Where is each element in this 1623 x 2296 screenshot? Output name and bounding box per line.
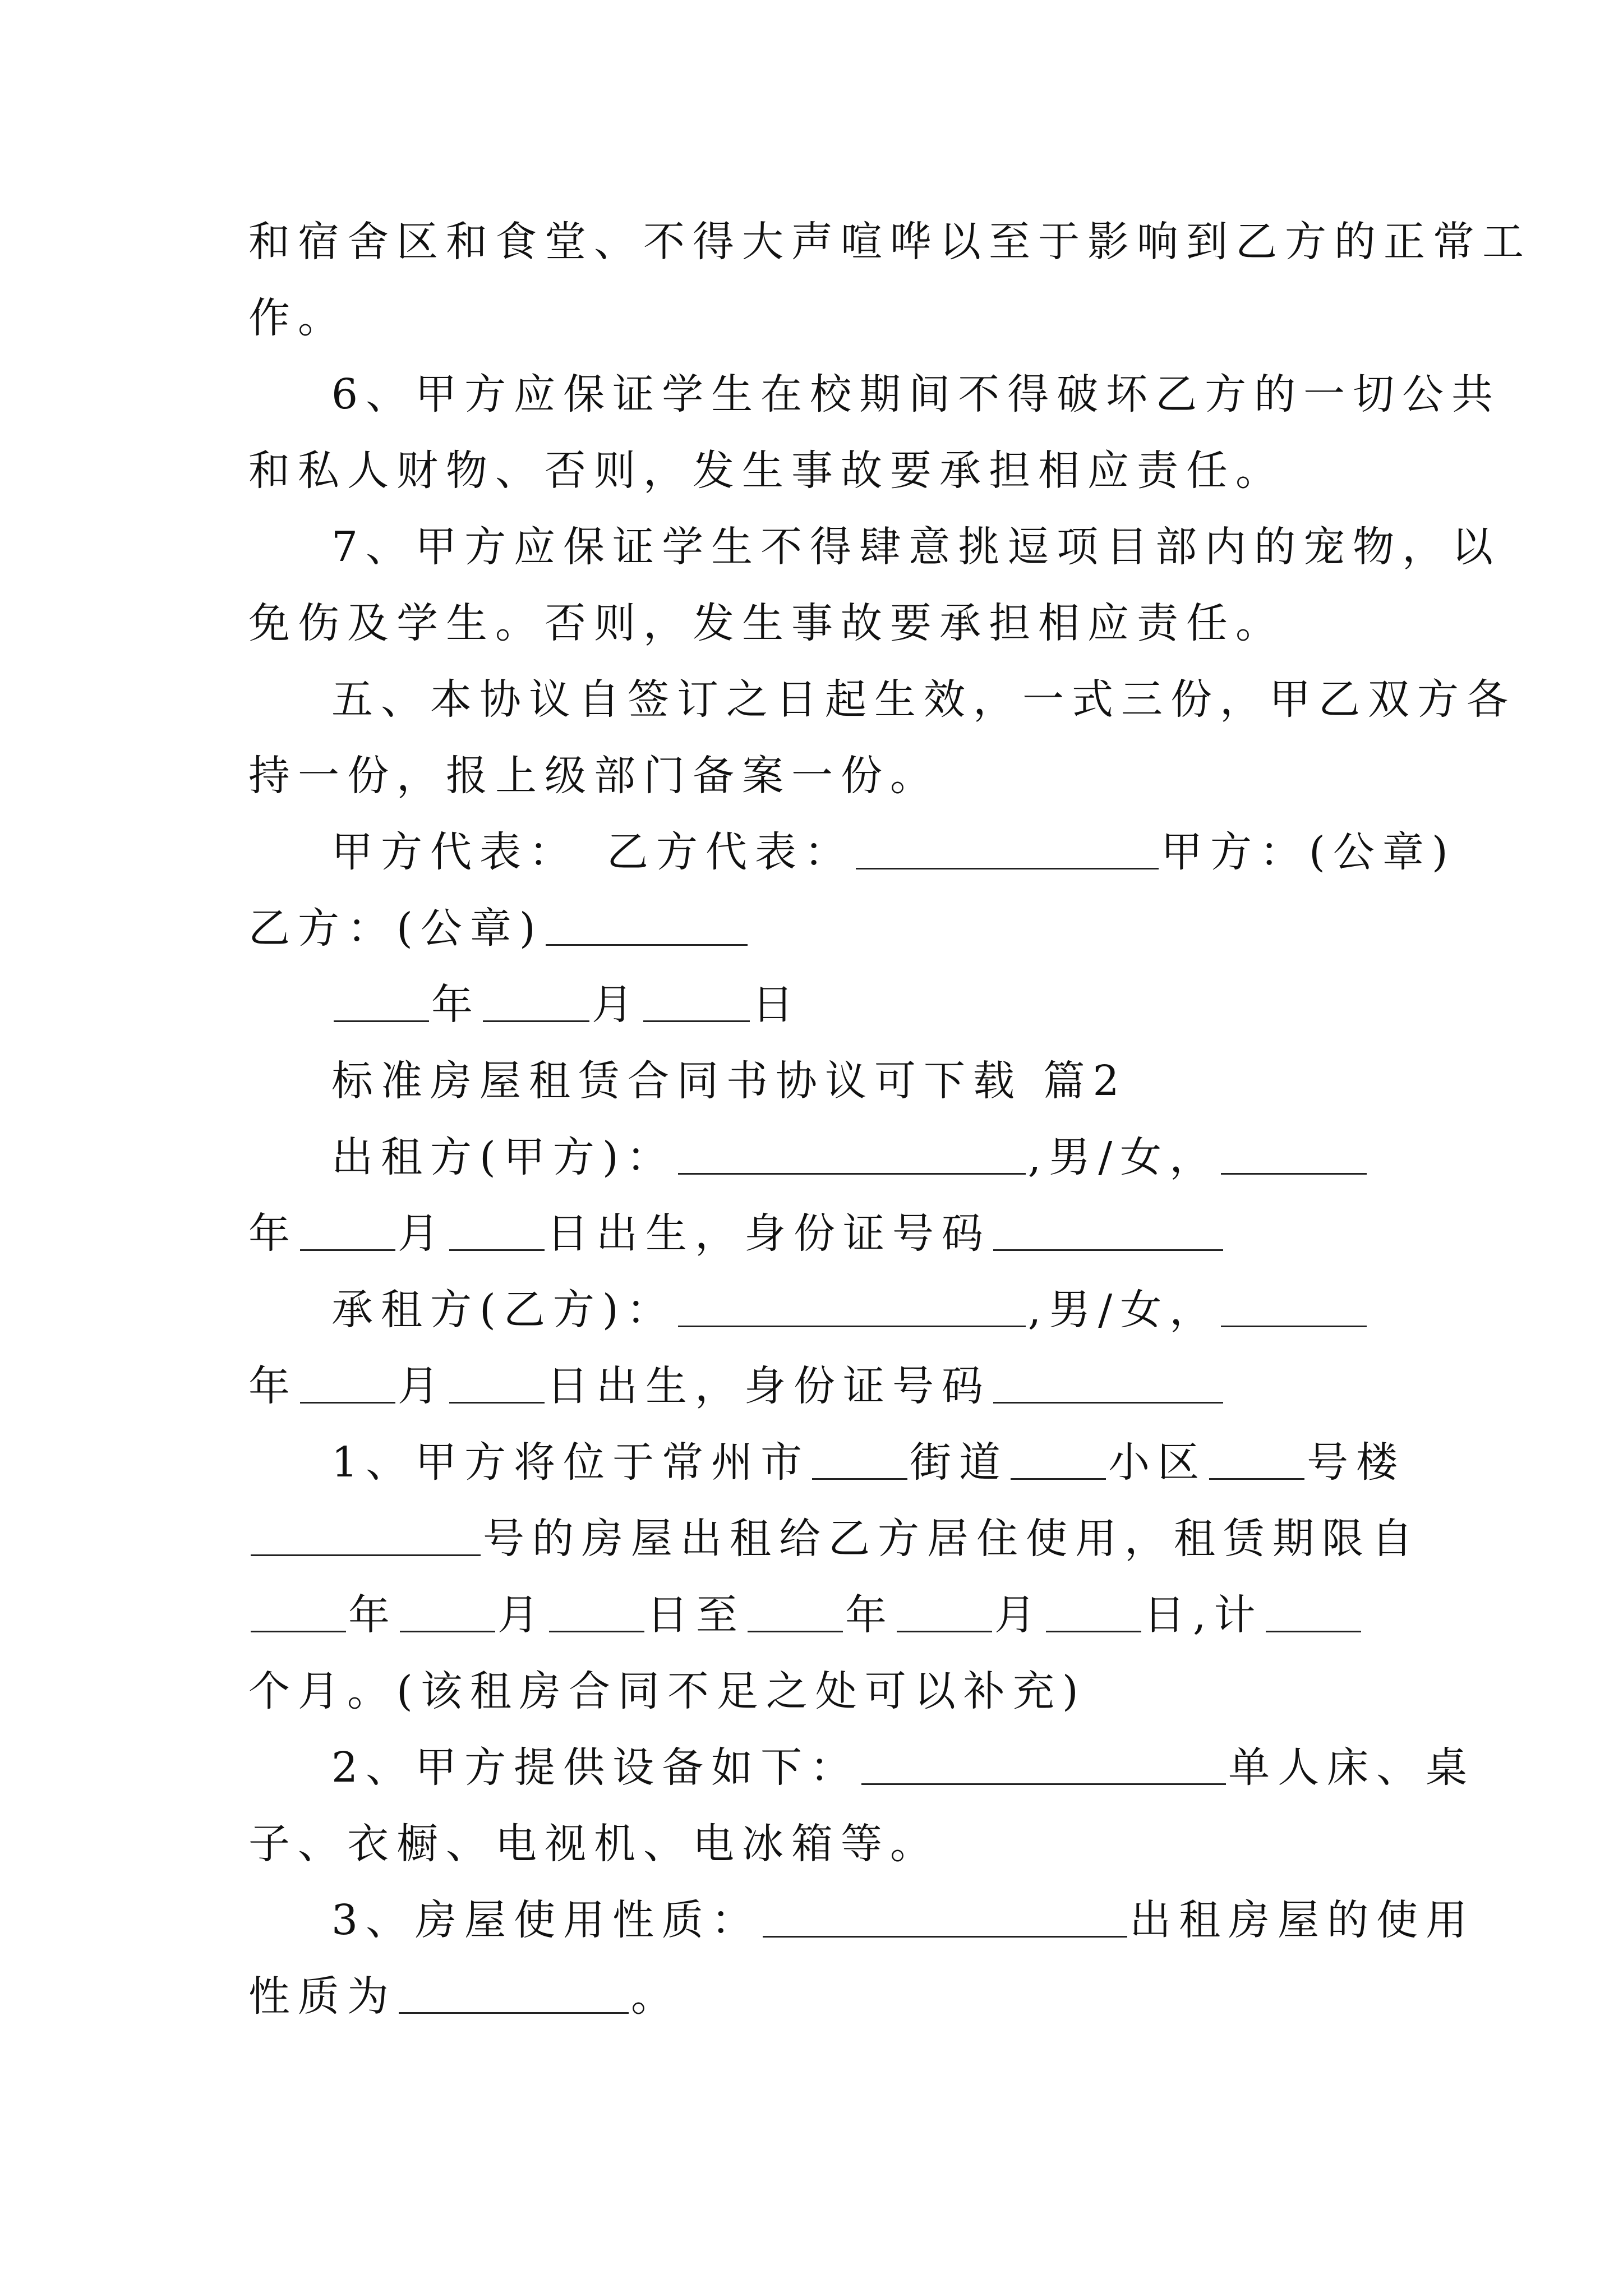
blank-field xyxy=(678,1286,1026,1327)
usage-label: 3、房屋使用性质： xyxy=(331,1896,761,1944)
to-label: 日至 xyxy=(647,1591,745,1639)
birth-id-label: 日出生，身份证号码 xyxy=(547,1209,991,1258)
blank-field xyxy=(1209,1439,1304,1480)
lessor-label: 出租方(甲方)： xyxy=(331,1133,676,1181)
blank-field xyxy=(449,1363,545,1404)
text-line: 和私人财物、否则，发生事故要承担相应责任。 xyxy=(248,447,1285,495)
clause-7: 7、甲方应保证学生不得肆意挑逗项目部内的宠物，以 xyxy=(331,523,1501,571)
text-line: 持一份，报上级部门备案一份。 xyxy=(248,752,939,800)
birth-id-label: 日出生，身份证号码 xyxy=(547,1362,991,1410)
text-line xyxy=(248,1958,1376,2035)
text-line: 子、衣橱、电视机、电冰箱等。 xyxy=(248,1820,939,1868)
usage-text: 出租房屋的使用 xyxy=(1129,1896,1476,1944)
clause-2 xyxy=(248,1729,1476,1806)
period-mark: 。 xyxy=(631,1972,680,2021)
blank-field xyxy=(549,1591,644,1632)
text-line: 和宿舍区和食堂、不得大声喧哗以至于影响到乙方的正常工 xyxy=(248,218,1532,266)
lessee-label: 承租方(乙方)： xyxy=(331,1286,676,1334)
blank-field xyxy=(483,981,589,1022)
equipment-label: 2、甲方提供设备如下： xyxy=(331,1743,860,1792)
document-page xyxy=(248,204,1532,2035)
blank-field xyxy=(1221,1286,1367,1327)
day-label: 日 xyxy=(752,981,801,1029)
text-line xyxy=(248,1501,1421,1577)
party-a-seal-label: 甲方：(公章) xyxy=(1161,828,1456,876)
year-label: 年 xyxy=(248,1362,298,1410)
clause-6: 6、甲方应保证学生在校期间不得破坏乙方的一切公共 xyxy=(331,370,1501,418)
clause-3 xyxy=(248,1882,1476,1958)
lessor-line xyxy=(248,1119,1376,1195)
day-total-label: 日,计 xyxy=(1144,1591,1264,1639)
blank-field xyxy=(399,1973,629,2014)
signature-line xyxy=(248,890,1376,967)
text-line: 个月。(该租房合同不足之处可以补充) xyxy=(248,1667,1086,1715)
blank-field xyxy=(1221,1134,1367,1175)
year-label: 年 xyxy=(248,1209,298,1258)
equipment-text: 单人床、桌 xyxy=(1228,1743,1476,1792)
usage-nature-label: 性质为 xyxy=(248,1972,396,2021)
community-label: 小区 xyxy=(1108,1438,1207,1487)
blank-field xyxy=(861,1744,1226,1785)
blank-field xyxy=(812,1439,907,1480)
section-heading: 标准房屋租赁合同书协议可下载 篇2 xyxy=(331,1057,1127,1105)
month-label: 月 xyxy=(994,1591,1044,1639)
year-label: 年 xyxy=(431,981,481,1029)
gender-label: ,男/女， xyxy=(1027,1286,1219,1334)
blank-field xyxy=(449,1210,545,1251)
term-dates-line xyxy=(248,1577,1376,1653)
lessor-birth-line xyxy=(248,1195,1376,1272)
clause-1 xyxy=(248,1424,1406,1501)
party-b-seal-label: 乙方：(公章) xyxy=(248,904,543,953)
blank-field xyxy=(1266,1591,1361,1632)
text-line: 作。 xyxy=(248,294,347,342)
blank-field xyxy=(993,1363,1223,1404)
blank-field xyxy=(763,1897,1127,1938)
rental-term-text: 号的房屋出租给乙方居住使用，租赁期限自 xyxy=(483,1515,1421,1563)
date-line xyxy=(248,967,1376,1043)
blank-field xyxy=(334,981,429,1022)
blank-field xyxy=(300,1210,395,1251)
blank-field xyxy=(1011,1439,1106,1480)
blank-field xyxy=(643,981,750,1022)
gender-label: ,男/女， xyxy=(1027,1133,1219,1181)
lessee-birth-line xyxy=(248,1348,1376,1424)
clause-five: 五、本协议自签订之日起生效，一式三份，甲乙双方各 xyxy=(331,675,1516,724)
month-label: 月 xyxy=(398,1362,447,1410)
blank-field xyxy=(856,829,1159,869)
blank-field xyxy=(1046,1591,1141,1632)
address-label: 1、甲方将位于常州市 xyxy=(331,1438,810,1487)
month-label: 月 xyxy=(398,1209,447,1258)
blank-field xyxy=(400,1591,495,1632)
signature-line xyxy=(248,814,1456,890)
blank-field xyxy=(251,1515,481,1556)
blank-field xyxy=(678,1134,1026,1175)
building-label: 号楼 xyxy=(1307,1438,1406,1487)
year-label: 年 xyxy=(845,1591,895,1639)
lessee-line xyxy=(248,1272,1376,1348)
year-label: 年 xyxy=(348,1591,398,1639)
blank-field xyxy=(993,1210,1223,1251)
representatives-label: 甲方代表： 乙方代表： xyxy=(331,828,854,876)
blank-field xyxy=(546,905,748,946)
street-label: 街道 xyxy=(910,1438,1009,1487)
blank-field xyxy=(251,1591,346,1632)
month-label: 月 xyxy=(592,981,641,1029)
blank-field xyxy=(897,1591,992,1632)
blank-field xyxy=(300,1363,395,1404)
text-line: 免伤及学生。否则，发生事故要承担相应责任。 xyxy=(248,599,1285,647)
month-label: 月 xyxy=(497,1591,547,1639)
blank-field xyxy=(748,1591,843,1632)
